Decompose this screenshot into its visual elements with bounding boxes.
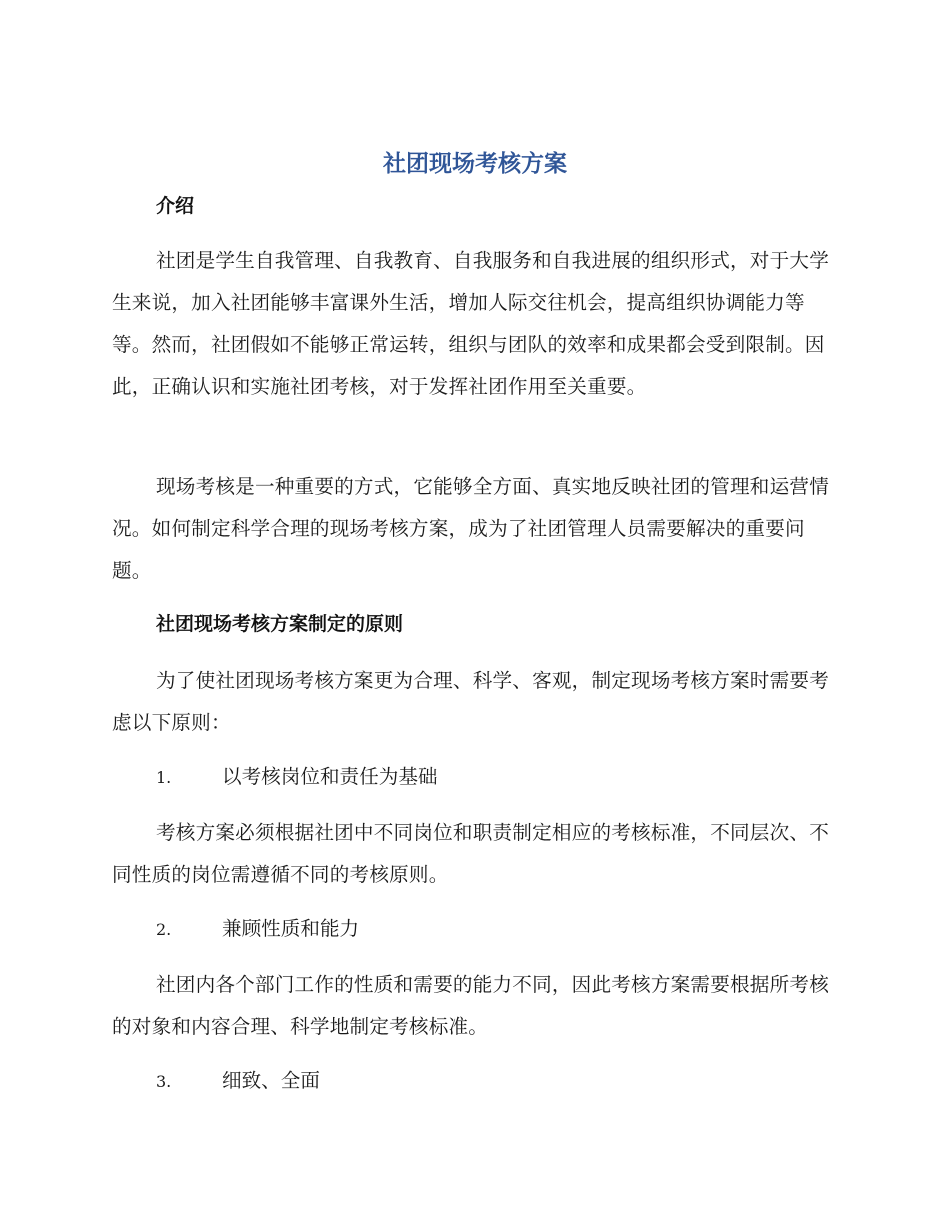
list-item-label: 细致、全面	[222, 1069, 320, 1092]
section-heading-principles: 社团现场考核方案制定的原则	[156, 613, 404, 635]
list-item-label: 以考核岗位和责任为基础	[222, 765, 438, 788]
list-item-label: 兼顾性质和能力	[222, 917, 360, 940]
section-heading-intro: 介绍	[156, 195, 195, 217]
list-item-2	[156, 914, 359, 945]
list-number: 2.	[156, 920, 172, 939]
list-item-1	[156, 762, 438, 793]
list-number: 3.	[156, 1072, 172, 1091]
paragraph-intro-1: 社团是学生自我管理、自我教育、自我服务和自我进展的组织形式，对于大学生来说，加入社团能够丰富课外生活，增加人际交往机会，提高组织协调能力等等。然而，社团假如不能够正常运转，组织与团队的效率和成果都会受到限制。因此，正确认识和实施社团考核，对于发挥社团作用至关重要。	[112, 249, 829, 398]
paragraph-intro-2: 现场考核是一种重要的方式，它能够全方面、真实地反映社团的管理和运营情况。如何制定科学合理的现场考核方案，成为了社团管理人员需要解决的重要问题。	[112, 475, 829, 582]
paragraph-item-2-desc: 社团内各个部门工作的性质和需要的能力不同，因此考核方案需要根据所考核的对象和内容合理、科学地制定考核标准。	[112, 973, 829, 1038]
list-number: 1.	[156, 768, 172, 787]
paragraph-principles-intro: 为了使社团现场考核方案更为合理、科学、客观，制定现场考核方案时需要考虑以下原则：	[112, 669, 829, 734]
document-title: 社团现场考核方案	[383, 151, 567, 177]
list-item-3	[156, 1066, 320, 1097]
paragraph-item-1-desc: 考核方案必须根据社团中不同岗位和职责制定相应的考核标准，不同层次、不同性质的岗位需遵循不同的考核原则。	[112, 821, 829, 886]
